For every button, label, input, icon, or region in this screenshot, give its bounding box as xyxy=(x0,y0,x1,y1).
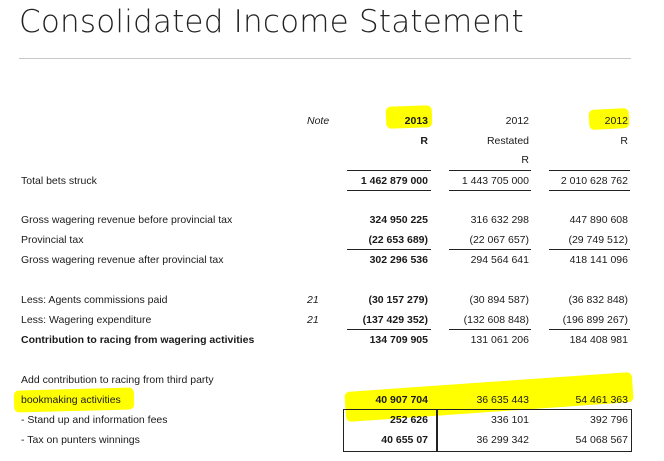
row-value-2013: 40 907 704 xyxy=(375,394,428,406)
row-note: 21 xyxy=(307,314,319,326)
row-value-2012: 54 068 567 xyxy=(575,434,628,446)
row-value-2012: (196 899 267) xyxy=(562,314,628,326)
header-2012-year: 2012 xyxy=(604,115,628,127)
row-value-2012: 392 796 xyxy=(590,414,628,426)
rule xyxy=(449,329,531,330)
header-2013-unit: R xyxy=(420,135,428,147)
rule xyxy=(347,249,431,250)
rule xyxy=(347,329,431,330)
rule xyxy=(449,249,531,250)
row-note: 21 xyxy=(307,294,319,306)
row-label: Provincial tax xyxy=(21,234,84,246)
row-value-2013: 40 655 07 xyxy=(381,434,428,446)
row-value-2012: 2 010 628 762 xyxy=(560,175,628,187)
header-2012-restated-sub: Restated xyxy=(486,135,529,147)
rule xyxy=(549,249,630,250)
row-value-2012-restated: (22 067 657) xyxy=(469,234,529,246)
title-divider xyxy=(19,58,631,59)
rule xyxy=(549,190,630,191)
rule xyxy=(347,170,431,171)
row-value-2012: 54 461 363 xyxy=(575,394,628,406)
row-label: Contribution to racing from wagering activities xyxy=(21,334,255,346)
row-value-2012-restated: 316 632 298 xyxy=(470,214,529,226)
row-value-2012-restated: 336 101 xyxy=(491,414,529,426)
rule xyxy=(347,190,431,191)
rule xyxy=(549,170,630,171)
row-value-2012-restated: 36 635 443 xyxy=(476,394,529,406)
row-label: - Stand up and information fees xyxy=(21,414,168,426)
row-label: - Tax on punters winnings xyxy=(21,434,140,446)
row-value-2013: (22 653 689) xyxy=(368,234,428,246)
row-value-2013: 252 626 xyxy=(390,414,428,426)
row-label: Gross wagering revenue before provincial tax xyxy=(21,214,233,226)
row-label: Total bets struck xyxy=(21,175,97,187)
row-value-2012: (29 749 512) xyxy=(568,234,628,246)
header-2012-restated-unit: R xyxy=(521,154,529,166)
row-value-2013: 1 462 879 000 xyxy=(360,175,428,187)
rule xyxy=(449,170,531,171)
row-value-2012-restated: 294 564 641 xyxy=(470,254,529,266)
row-value-2013: 324 950 225 xyxy=(369,214,428,226)
rule xyxy=(549,329,630,330)
row-value-2013: (137 429 352) xyxy=(362,314,428,326)
header-2013-year: 2013 xyxy=(404,115,428,127)
row-label: Add contribution to racing from third party xyxy=(21,374,214,386)
row-value-2012-restated: 1 443 705 000 xyxy=(461,175,529,187)
row-value-2012-restated: 131 061 206 xyxy=(470,334,529,346)
row-value-2012: (36 832 848) xyxy=(568,294,628,306)
rule xyxy=(449,190,531,191)
row-value-2012-restated: (132 608 848) xyxy=(463,314,529,326)
header-2012-restated-year: 2012 xyxy=(505,115,529,127)
header-note: Note xyxy=(307,115,330,127)
row-label: Gross wagering revenue after provincial tax xyxy=(21,254,224,266)
row-value-2012-restated: 36 299 342 xyxy=(476,434,529,446)
page-title: Consolidated Income Statement xyxy=(19,4,524,40)
row-value-2013: 134 709 905 xyxy=(369,334,428,346)
row-label: bookmaking activities xyxy=(21,394,121,406)
row-value-2012: 447 890 608 xyxy=(569,214,628,226)
row-label: Less: Agents commissions paid xyxy=(21,294,168,306)
row-label: Less: Wagering expenditure xyxy=(21,314,152,326)
row-value-2012: 418 141 096 xyxy=(569,254,628,266)
header-2012-unit: R xyxy=(620,135,628,147)
row-value-2012: 184 408 981 xyxy=(569,334,628,346)
row-value-2013: (30 157 279) xyxy=(368,294,428,306)
row-value-2012-restated: (30 894 587) xyxy=(469,294,529,306)
row-value-2013: 302 296 536 xyxy=(369,254,428,266)
